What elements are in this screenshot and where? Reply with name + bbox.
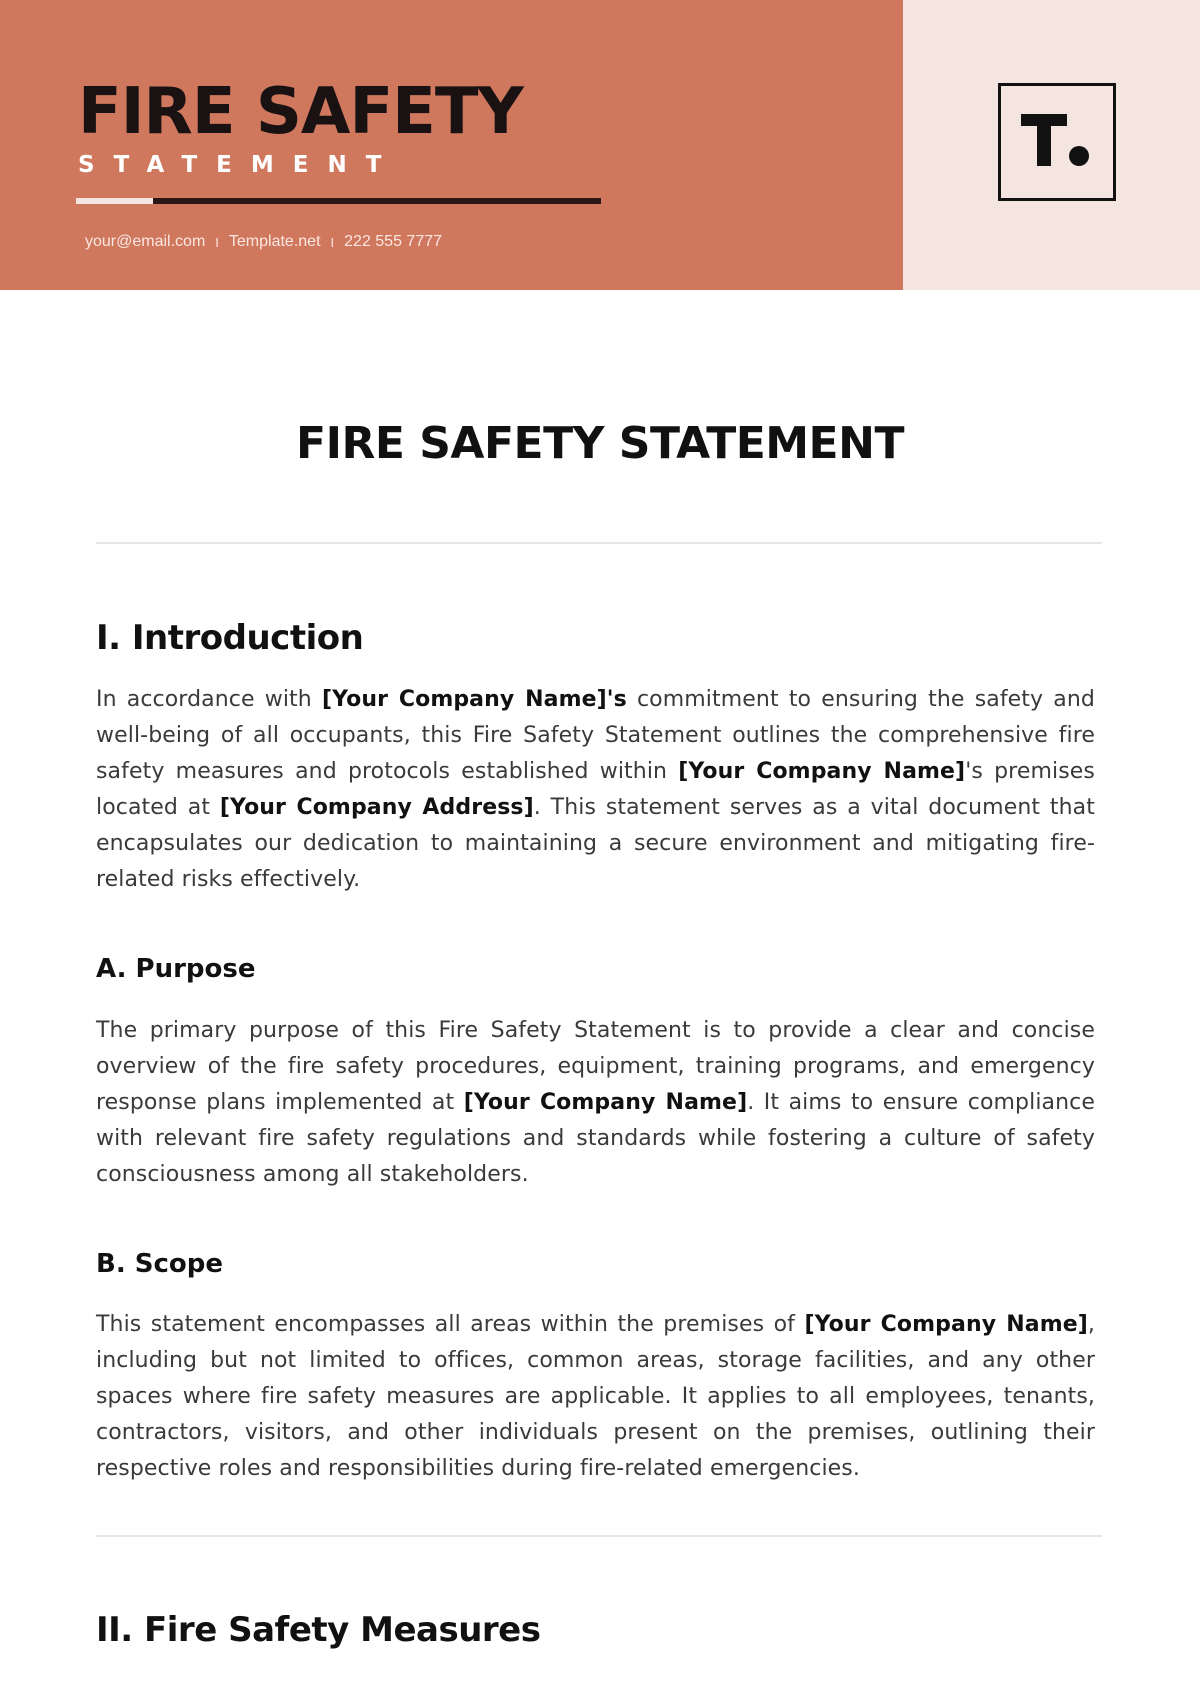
company-logo <box>998 83 1116 201</box>
heading-purpose: A. Purpose <box>96 954 256 984</box>
paragraph-scope: This statement encompasses all areas within the premises of [Your Company Name], including but not limited to offices, common areas, storage facilities, and any other spaces where fire safety measures are applicable. It applies to all employees, tenants, contractors, visitors, and other individuals present on the premises, outlining their respective roles and responsibilities during fire-related emergencies. <box>96 1312 1096 1481</box>
header-color-block <box>0 0 903 290</box>
placeholder-company-name: [Your Company Name] <box>463 1090 748 1115</box>
heading-fire-safety-measures: II. Fire Safety Measures <box>96 1610 541 1650</box>
section-divider <box>96 1535 1102 1537</box>
contact-phone: 222 555 7777 <box>344 233 443 250</box>
paragraph-purpose: The primary purpose of this Fire Safety Statement is to provide a clear and concise overview of the fire safety procedures, equipment, training programs, and emergency response plans implemented at [Your Company Name]. It aims to ensure compliance with relevant fire safety regulations and standards while fostering a culture of safety consciousness among all stakeholders. <box>96 1018 1095 1187</box>
placeholder-company-name: [Your Company Name]'s <box>321 687 627 712</box>
placeholder-company-address: [Your Company Address] <box>219 795 534 820</box>
logo-t-mark-icon <box>1017 102 1097 182</box>
placeholder-company-name: [Your Company Name] <box>678 759 966 784</box>
heading-introduction: I. Introduction <box>96 618 364 658</box>
contact-line <box>85 233 442 251</box>
brand-underline-accent <box>76 198 153 204</box>
paragraph-introduction: In accordance with [Your Company Name]'s commitment to ensuring the safety and well-being of all occupants, this Fire Safety Statement outlines the comprehensive fire safety measures and protocols established within [Your Company Name]'s premises located at [Your Company Address]. This statement serves as a vital document that encapsulates our dedication to maintaining a secure environment and mitigating fire-related risks effectively. <box>96 687 1095 892</box>
brand-underline <box>76 198 601 204</box>
section-divider <box>96 542 1102 544</box>
header-banner <box>0 0 1200 290</box>
contact-website[interactable]: Template.net <box>228 233 321 250</box>
placeholder-company-name: [Your Company Name] <box>804 1312 1088 1337</box>
document-title: FIRE SAFETY STATEMENT <box>296 418 904 469</box>
heading-scope: B. Scope <box>96 1249 223 1279</box>
brand-subtitle: STATEMENT <box>78 152 401 178</box>
contact-separator: I <box>330 234 335 250</box>
contact-separator: I <box>215 234 219 250</box>
contact-email[interactable]: your@email.com <box>85 233 206 250</box>
brand-title: FIRE SAFETY <box>78 75 523 149</box>
